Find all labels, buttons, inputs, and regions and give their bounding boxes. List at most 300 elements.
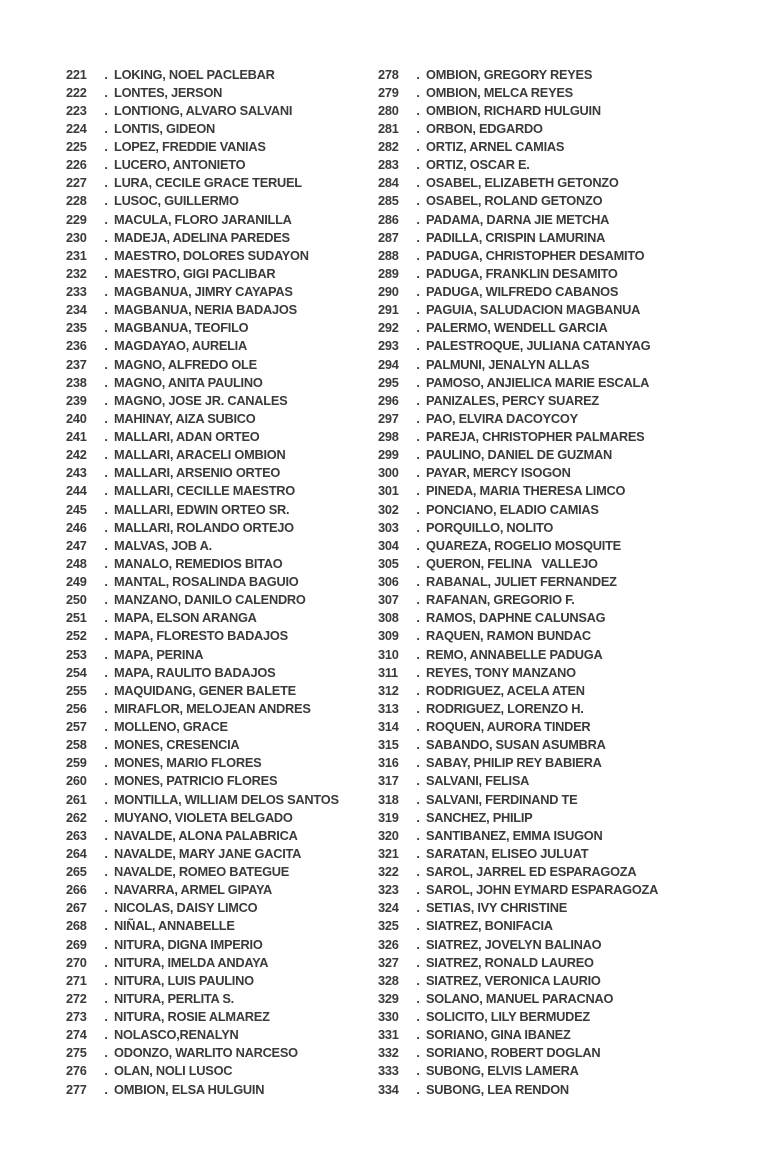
list-item xyxy=(378,736,658,754)
list-item xyxy=(66,174,339,192)
list-item xyxy=(378,482,658,500)
entry-number: 328 xyxy=(378,972,399,988)
entry-separator: . xyxy=(416,175,420,191)
entry-separator: . xyxy=(416,1009,420,1025)
entry-separator: . xyxy=(416,827,420,843)
list-item xyxy=(378,301,658,319)
entry-number: 223 xyxy=(66,102,87,118)
entry-number: 278 xyxy=(378,66,399,82)
list-item xyxy=(378,627,658,645)
entry-name: SETIAS, IVY CHRISTINE xyxy=(426,900,567,916)
entry-number: 308 xyxy=(378,610,399,626)
entry-name: MADEJA, ADELINA PAREDES xyxy=(114,229,290,245)
list-item xyxy=(378,772,658,790)
entry-number: 318 xyxy=(378,791,399,807)
entry-name: SALVANI, FELISA xyxy=(426,773,530,789)
entry-name: OSABEL, ROLAND GETONZO xyxy=(426,193,603,209)
entry-number: 322 xyxy=(378,864,399,880)
entry-name: MALVAS, JOB A. xyxy=(114,537,212,553)
list-item xyxy=(66,319,339,337)
list-item xyxy=(378,428,658,446)
entry-separator: . xyxy=(416,574,420,590)
entry-name: NIÑAL, ANNABELLE xyxy=(114,918,235,934)
list-item xyxy=(378,609,658,627)
entry-number: 290 xyxy=(378,284,399,300)
entry-name: SIATREZ, JOVELYN BALINAO xyxy=(426,936,602,952)
list-item xyxy=(66,228,339,246)
list-item xyxy=(378,283,658,301)
list-item xyxy=(378,228,658,246)
entry-number: 275 xyxy=(66,1045,87,1061)
list-item xyxy=(378,446,658,464)
entry-separator: . xyxy=(416,972,420,988)
list-item xyxy=(378,699,658,717)
entry-name: PAYAR, MERCY ISOGON xyxy=(426,465,571,481)
list-item xyxy=(378,264,658,282)
entry-separator: . xyxy=(104,66,108,82)
entry-number: 229 xyxy=(66,211,87,227)
entry-number: 260 xyxy=(66,773,87,789)
entry-number: 258 xyxy=(66,737,87,753)
list-item xyxy=(378,119,658,137)
entry-name: PINEDA, MARIA THERESA LIMCO xyxy=(426,483,626,499)
entry-separator: . xyxy=(104,1081,108,1097)
entry-separator: . xyxy=(416,284,420,300)
list-item xyxy=(66,681,339,699)
list-item xyxy=(378,83,658,101)
entry-number: 263 xyxy=(66,827,87,843)
entry-name: MALLARI, ADAN ORTEO xyxy=(114,429,260,445)
entry-separator: . xyxy=(104,392,108,408)
entry-separator: . xyxy=(416,392,420,408)
entry-number: 325 xyxy=(378,918,399,934)
entry-number: 261 xyxy=(66,791,87,807)
list-item xyxy=(66,518,339,536)
entry-separator: . xyxy=(416,845,420,861)
entry-number: 315 xyxy=(378,737,399,753)
entry-separator: . xyxy=(416,247,420,263)
entry-separator: . xyxy=(104,229,108,245)
list-item xyxy=(66,464,339,482)
entry-number: 309 xyxy=(378,628,399,644)
list-item xyxy=(378,210,658,228)
entry-number: 241 xyxy=(66,429,87,445)
entry-number: 230 xyxy=(66,229,87,245)
list-item xyxy=(66,1026,339,1044)
entry-separator: . xyxy=(104,555,108,571)
entry-separator: . xyxy=(104,465,108,481)
entry-name: NITURA, DIGNA IMPERIO xyxy=(114,936,263,952)
entry-name: MAGBANUA, NERIA BADAJOS xyxy=(114,302,297,318)
entry-name: MALLARI, CECILLE MAESTRO xyxy=(114,483,295,499)
entry-separator: . xyxy=(104,501,108,517)
list-item xyxy=(66,138,339,156)
entry-number: 281 xyxy=(378,120,399,136)
entry-name: OMBION, RICHARD HULGUIN xyxy=(426,102,601,118)
list-item xyxy=(66,1062,339,1080)
entry-name: LUCERO, ANTONIETO xyxy=(114,157,246,173)
entry-name: LUSOC, GUILLERMO xyxy=(114,193,239,209)
entry-separator: . xyxy=(104,809,108,825)
entry-separator: . xyxy=(416,84,420,100)
list-item xyxy=(66,754,339,772)
entry-name: RAMOS, DAPHNE CALUNSAG xyxy=(426,610,606,626)
entry-number: 303 xyxy=(378,519,399,535)
entry-number: 235 xyxy=(66,320,87,336)
entry-separator: . xyxy=(104,247,108,263)
entry-separator: . xyxy=(416,1063,420,1079)
list-item xyxy=(378,790,658,808)
entry-name: MANZANO, DANILO CALENDRO xyxy=(114,592,306,608)
list-item xyxy=(66,609,339,627)
list-item xyxy=(378,500,658,518)
entry-separator: . xyxy=(104,102,108,118)
entry-separator: . xyxy=(104,628,108,644)
entry-separator: . xyxy=(416,374,420,390)
list-item xyxy=(66,428,339,446)
entry-name: ROQUEN, AURORA TINDER xyxy=(426,719,591,735)
entry-number: 295 xyxy=(378,374,399,390)
entry-name: MONES, CRESENCIA xyxy=(114,737,240,753)
entry-separator: . xyxy=(104,1027,108,1043)
entry-number: 251 xyxy=(66,610,87,626)
entry-number: 240 xyxy=(66,410,87,426)
list-item xyxy=(66,482,339,500)
entry-separator: . xyxy=(104,537,108,553)
entry-name: MALLARI, ROLANDO ORTEJO xyxy=(114,519,294,535)
entry-number: 330 xyxy=(378,1009,399,1025)
entry-number: 297 xyxy=(378,410,399,426)
entry-separator: . xyxy=(416,193,420,209)
entry-number: 236 xyxy=(66,338,87,354)
entry-number: 285 xyxy=(378,193,399,209)
entry-number: 253 xyxy=(66,646,87,662)
entry-separator: . xyxy=(416,555,420,571)
entry-number: 265 xyxy=(66,864,87,880)
entry-name: PAGUIA, SALUDACION MAGBANUA xyxy=(426,302,641,318)
entry-name: LOPEZ, FREDDIE VANIAS xyxy=(114,139,266,155)
entry-name: NOLASCO,RENALYN xyxy=(114,1027,239,1043)
entry-number: 239 xyxy=(66,392,87,408)
entry-number: 312 xyxy=(378,682,399,698)
entry-number: 228 xyxy=(66,193,87,209)
entry-separator: . xyxy=(104,429,108,445)
entry-name: NITURA, PERLITA S. xyxy=(114,990,234,1006)
list-item xyxy=(378,573,658,591)
list-item xyxy=(66,156,339,174)
entry-separator: . xyxy=(104,483,108,499)
list-item xyxy=(378,409,658,427)
entry-name: PALMUNI, JENALYN ALLAS xyxy=(426,356,590,372)
list-item xyxy=(378,754,658,772)
entry-number: 288 xyxy=(378,247,399,263)
entry-separator: . xyxy=(104,918,108,934)
entry-separator: . xyxy=(416,338,420,354)
entry-name: PADUGA, FRANKLIN DESAMITO xyxy=(426,265,618,281)
entry-number: 324 xyxy=(378,900,399,916)
entry-separator: . xyxy=(416,66,420,82)
entry-separator: . xyxy=(104,954,108,970)
entry-name: NAVALDE, ALONA PALABRICA xyxy=(114,827,298,843)
entry-number: 333 xyxy=(378,1063,399,1079)
list-item xyxy=(378,518,658,536)
entry-name: MAPA, RAULITO BADAJOS xyxy=(114,664,276,680)
entry-number: 231 xyxy=(66,247,87,263)
entry-name: MAPA, FLORESTO BADAJOS xyxy=(114,628,288,644)
entry-number: 276 xyxy=(66,1063,87,1079)
entry-name: OLAN, NOLI LUSOC xyxy=(114,1063,233,1079)
entry-separator: . xyxy=(104,447,108,463)
entry-name: RAFANAN, GREGORIO F. xyxy=(426,592,575,608)
entry-number: 301 xyxy=(378,483,399,499)
entry-separator: . xyxy=(416,211,420,227)
entry-separator: . xyxy=(104,265,108,281)
entry-name: QUAREZA, ROGELIO MOSQUITE xyxy=(426,537,621,553)
entry-name: RODRIGUEZ, ACELA ATEN xyxy=(426,682,585,698)
entry-separator: . xyxy=(104,972,108,988)
entry-name: MOLLENO, GRACE xyxy=(114,719,228,735)
list-item xyxy=(66,953,339,971)
entry-number: 243 xyxy=(66,465,87,481)
entry-separator: . xyxy=(416,102,420,118)
list-item xyxy=(66,83,339,101)
list-item xyxy=(66,917,339,935)
entry-name: MAGBANUA, JIMRY CAYAPAS xyxy=(114,284,293,300)
entry-name: SANCHEZ, PHILIP xyxy=(426,809,533,825)
entry-separator: . xyxy=(104,356,108,372)
list-item xyxy=(378,1008,658,1026)
entry-number: 268 xyxy=(66,918,87,934)
entry-separator: . xyxy=(104,900,108,916)
entry-number: 264 xyxy=(66,845,87,861)
list-item xyxy=(66,645,339,663)
entry-number: 283 xyxy=(378,157,399,173)
entry-separator: . xyxy=(416,664,420,680)
list-item xyxy=(66,391,339,409)
list-item xyxy=(378,536,658,554)
entry-name: NAVALDE, ROMEO BATEGUE xyxy=(114,864,290,880)
entry-name: ORBON, EDGARDO xyxy=(426,120,543,136)
entry-separator: . xyxy=(416,519,420,535)
entry-name: PONCIANO, ELADIO CAMIAS xyxy=(426,501,599,517)
entry-number: 259 xyxy=(66,755,87,771)
entry-name: OSABEL, ELIZABETH GETONZO xyxy=(426,175,619,191)
entry-number: 232 xyxy=(66,265,87,281)
entry-separator: . xyxy=(416,410,420,426)
entry-separator: . xyxy=(416,700,420,716)
entry-separator: . xyxy=(416,429,420,445)
entry-number: 298 xyxy=(378,429,399,445)
list-item xyxy=(66,101,339,119)
entry-separator: . xyxy=(416,990,420,1006)
entry-number: 314 xyxy=(378,719,399,735)
list-item xyxy=(66,554,339,572)
entry-number: 227 xyxy=(66,175,87,191)
list-item xyxy=(66,536,339,554)
entry-name: MAGNO, JOSE JR. CANALES xyxy=(114,392,288,408)
entry-number: 323 xyxy=(378,882,399,898)
entry-number: 311 xyxy=(378,664,398,680)
entry-number: 300 xyxy=(378,465,399,481)
entry-name: MANTAL, ROSALINDA BAGUIO xyxy=(114,574,299,590)
list-item xyxy=(378,863,658,881)
entry-separator: . xyxy=(104,410,108,426)
list-item xyxy=(66,301,339,319)
entry-name: SARATAN, ELISEO JULUAT xyxy=(426,845,589,861)
list-item xyxy=(66,736,339,754)
entry-name: MACULA, FLORO JARANILLA xyxy=(114,211,292,227)
entry-number: 280 xyxy=(378,102,399,118)
entry-separator: . xyxy=(104,990,108,1006)
entry-number: 317 xyxy=(378,773,399,789)
entry-name: MIRAFLOR, MELOJEAN ANDRES xyxy=(114,700,311,716)
entry-separator: . xyxy=(104,157,108,173)
entry-name: PADAMA, DARNA JIE METCHA xyxy=(426,211,610,227)
list-item xyxy=(378,808,658,826)
list-item xyxy=(378,953,658,971)
entry-number: 291 xyxy=(378,302,399,318)
entry-separator: . xyxy=(416,882,420,898)
entry-number: 331 xyxy=(378,1027,399,1043)
entry-name: ORTIZ, OSCAR E. xyxy=(426,157,530,173)
entry-separator: . xyxy=(416,592,420,608)
entry-separator: . xyxy=(416,864,420,880)
entry-separator: . xyxy=(104,139,108,155)
entry-name: MALLARI, ARSENIO ORTEO xyxy=(114,465,281,481)
entry-number: 273 xyxy=(66,1009,87,1025)
entry-name: PALERMO, WENDELL GARCIA xyxy=(426,320,608,336)
entry-separator: . xyxy=(104,791,108,807)
list-item xyxy=(378,844,658,862)
entry-number: 248 xyxy=(66,555,87,571)
entry-name: MUYANO, VIOLETA BELGADO xyxy=(114,809,293,825)
list-item xyxy=(378,971,658,989)
list-item xyxy=(378,989,658,1007)
list-item xyxy=(378,826,658,844)
list-item xyxy=(66,65,339,83)
entry-name: SUBONG, LEA RENDON xyxy=(426,1081,569,1097)
entry-number: 327 xyxy=(378,954,399,970)
entry-name: SIATREZ, BONIFACIA xyxy=(426,918,553,934)
entry-separator: . xyxy=(416,1045,420,1061)
list-item xyxy=(66,210,339,228)
entry-number: 272 xyxy=(66,990,87,1006)
list-item xyxy=(378,337,658,355)
entry-number: 296 xyxy=(378,392,399,408)
entry-number: 224 xyxy=(66,120,87,136)
entry-separator: . xyxy=(104,284,108,300)
list-item xyxy=(66,246,339,264)
entry-number: 270 xyxy=(66,954,87,970)
entry-name: MAPA, ELSON ARANGA xyxy=(114,610,257,626)
entry-number: 238 xyxy=(66,374,87,390)
entry-name: LONTIS, GIDEON xyxy=(114,120,216,136)
entry-number: 271 xyxy=(66,972,87,988)
entry-number: 310 xyxy=(378,646,399,662)
list-item xyxy=(66,899,339,917)
list-item xyxy=(66,718,339,736)
entry-name: SOLICITO, LILY BERMUDEZ xyxy=(426,1009,590,1025)
entry-separator: . xyxy=(104,320,108,336)
entry-separator: . xyxy=(104,1045,108,1061)
entry-number: 244 xyxy=(66,483,87,499)
entry-name: QUERON, FELINA VALLEJO xyxy=(426,555,598,571)
entry-separator: . xyxy=(416,465,420,481)
entry-number: 234 xyxy=(66,302,87,318)
entry-name: PANIZALES, PERCY SUAREZ xyxy=(426,392,599,408)
entry-separator: . xyxy=(104,193,108,209)
entry-number: 286 xyxy=(378,211,399,227)
entry-number: 266 xyxy=(66,882,87,898)
entry-number: 237 xyxy=(66,356,87,372)
entry-name: PADUGA, WILFREDO CABANOS xyxy=(426,284,619,300)
entry-name: NITURA, ROSIE ALMAREZ xyxy=(114,1009,270,1025)
entry-separator: . xyxy=(104,700,108,716)
entry-name: MONTILLA, WILLIAM DELOS SANTOS xyxy=(114,791,339,807)
entry-name: REYES, TONY MANZANO xyxy=(426,664,576,680)
list-item xyxy=(66,826,339,844)
list-item xyxy=(66,971,339,989)
list-item xyxy=(66,844,339,862)
entry-number: 262 xyxy=(66,809,87,825)
entry-number: 246 xyxy=(66,519,87,535)
entry-number: 245 xyxy=(66,501,87,517)
entry-separator: . xyxy=(104,864,108,880)
entry-separator: . xyxy=(416,773,420,789)
list-item xyxy=(378,1044,658,1062)
entry-separator: . xyxy=(416,447,420,463)
entry-name: MALLARI, ARACELI OMBION xyxy=(114,447,286,463)
entry-separator: . xyxy=(416,682,420,698)
entry-number: 320 xyxy=(378,827,399,843)
entry-name: NITURA, LUIS PAULINO xyxy=(114,972,254,988)
entry-number: 250 xyxy=(66,592,87,608)
list-item xyxy=(66,500,339,518)
entry-separator: . xyxy=(104,374,108,390)
entry-name: PADILLA, CRISPIN LAMURINA xyxy=(426,229,606,245)
entry-separator: . xyxy=(416,809,420,825)
list-item xyxy=(66,373,339,391)
entry-separator: . xyxy=(416,719,420,735)
entry-separator: . xyxy=(416,265,420,281)
list-item xyxy=(378,138,658,156)
entry-separator: . xyxy=(416,501,420,517)
entry-separator: . xyxy=(104,1063,108,1079)
entry-number: 287 xyxy=(378,229,399,245)
entry-separator: . xyxy=(416,483,420,499)
entry-number: 254 xyxy=(66,664,87,680)
entry-number: 293 xyxy=(378,338,399,354)
entry-name: LONTES, JERSON xyxy=(114,84,223,100)
list-item xyxy=(378,1062,658,1080)
entry-number: 255 xyxy=(66,682,87,698)
entry-number: 247 xyxy=(66,537,87,553)
list-item xyxy=(66,573,339,591)
entry-name: REMO, ANNABELLE PADUGA xyxy=(426,646,603,662)
list-item xyxy=(378,1026,658,1044)
list-item xyxy=(378,174,658,192)
entry-number: 256 xyxy=(66,700,87,716)
entry-number: 226 xyxy=(66,157,87,173)
entry-separator: . xyxy=(104,211,108,227)
entry-name: RODRIGUEZ, LORENZO H. xyxy=(426,700,584,716)
entry-separator: . xyxy=(416,900,420,916)
entry-separator: . xyxy=(416,1027,420,1043)
entry-number: 242 xyxy=(66,447,87,463)
list-item xyxy=(66,663,339,681)
entry-name: PAREJA, CHRISTOPHER PALMARES xyxy=(426,429,645,445)
list-item xyxy=(66,935,339,953)
